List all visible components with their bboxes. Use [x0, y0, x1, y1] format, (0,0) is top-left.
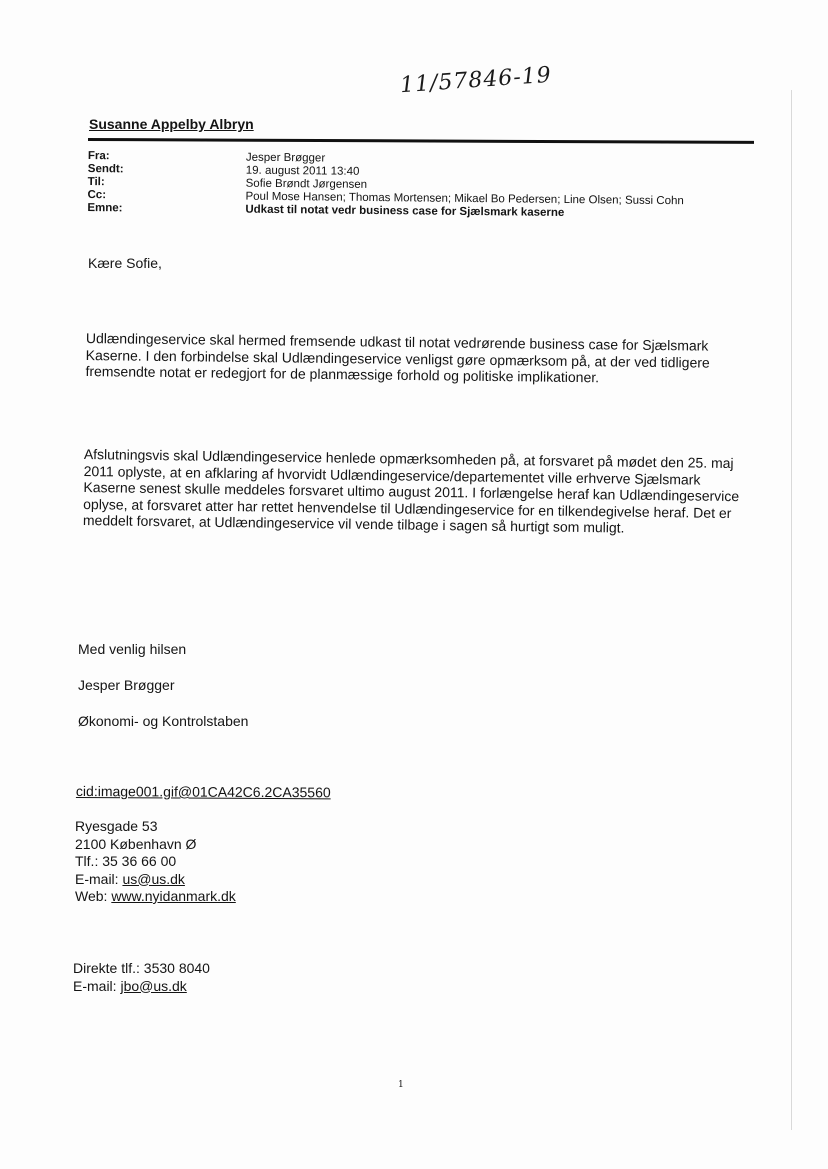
signature-department: Økonomi- og Kontrolstaben — [78, 713, 249, 729]
to-label: Til: — [87, 175, 105, 189]
direct-email-label: E-mail: — [73, 977, 121, 994]
address-web-line — [75, 888, 236, 906]
page-number: 1 — [398, 1080, 404, 1090]
scan-edge-line — [791, 90, 792, 1130]
address-phone: Tlf.: 35 36 66 00 — [75, 853, 177, 869]
body-paragraph-2: Afslutningsvis skal Udlændingeservice henlede opmærksomheden på, at forsvaret på mødet den 25. maj 2011 oplyste, at en afklaring af hvorvidt Udlændingeservice/departementet ville erhverve Sjælsmark Kaserne senest skulle meddeles forsvaret ultimo august 2011. I forlængelse heraf kan Udlændingeservice oplyse, at forsvaret atter har rettet henvendelse til Udlændingeservice for en tilkendegivelse heraf. Det er meddelt forsvaret, at Udlændingeservice vil vende tilbage i sagen så hurtigt som muligt. — [82, 446, 740, 536]
subject-label: Emne: — [87, 201, 123, 215]
subject-value: Udkast til notat vedr business case for Sjælsmark kaserne — [245, 203, 565, 219]
from-label: Fra: — [87, 150, 110, 163]
address-city: 2100 København Ø — [75, 835, 197, 852]
signature-closing: Med venlig hilsen — [78, 641, 187, 657]
to-value: Sofie Brøndt Jørgensen — [245, 177, 368, 191]
direct-contact-block — [73, 960, 210, 995]
address-block — [75, 818, 236, 906]
sent-label: Sendt: — [87, 162, 124, 176]
address-email-link[interactable]: us@us.dk — [122, 870, 185, 887]
signature-name: Jesper Brøgger — [78, 677, 175, 693]
email-header — [87, 150, 748, 222]
mailbox-owner-name: Susanne Appelby Albryn — [89, 116, 254, 132]
header-divider — [88, 138, 754, 144]
cc-label: Cc: — [87, 188, 107, 202]
direct-phone: Direkte tlf.: 3530 8040 — [73, 960, 210, 976]
direct-email-line — [73, 978, 210, 996]
image-placeholder-link[interactable]: cid:image001.gif@01CA42C6.2CA35560 — [75, 783, 331, 801]
sent-value: 19. august 2011 13:40 — [245, 164, 360, 178]
greeting: Kære Sofie, — [88, 255, 162, 271]
direct-email-link[interactable]: jbo@us.dk — [120, 977, 187, 994]
address-email-label: E-mail: — [75, 870, 123, 887]
body-paragraph-1: Udlændingeservice skal hermed fremsende udkast til notat vedrørende business case for Sjælsmark Kaserne. I den forbindelse skal Udlændingeservice venligst gøre opmærksom på, at der ved tidligere fremsendte notat er redegjort for de planmæssige forhold og politiske implikationer. — [85, 330, 710, 386]
address-web-label: Web: — [75, 888, 112, 904]
from-value: Jesper Brøgger — [245, 151, 326, 165]
handwritten-archive-number: 11/57846-19 — [399, 62, 553, 99]
address-web-link[interactable]: www.nyidanmark.dk — [111, 888, 236, 904]
address-email-line — [75, 871, 236, 889]
cc-value: Poul Mose Hansen; Thomas Mortensen; Mikael Bo Pedersen; Line Olsen; Sussi Cohn — [245, 190, 684, 208]
address-street: Ryesgade 53 — [75, 818, 158, 834]
